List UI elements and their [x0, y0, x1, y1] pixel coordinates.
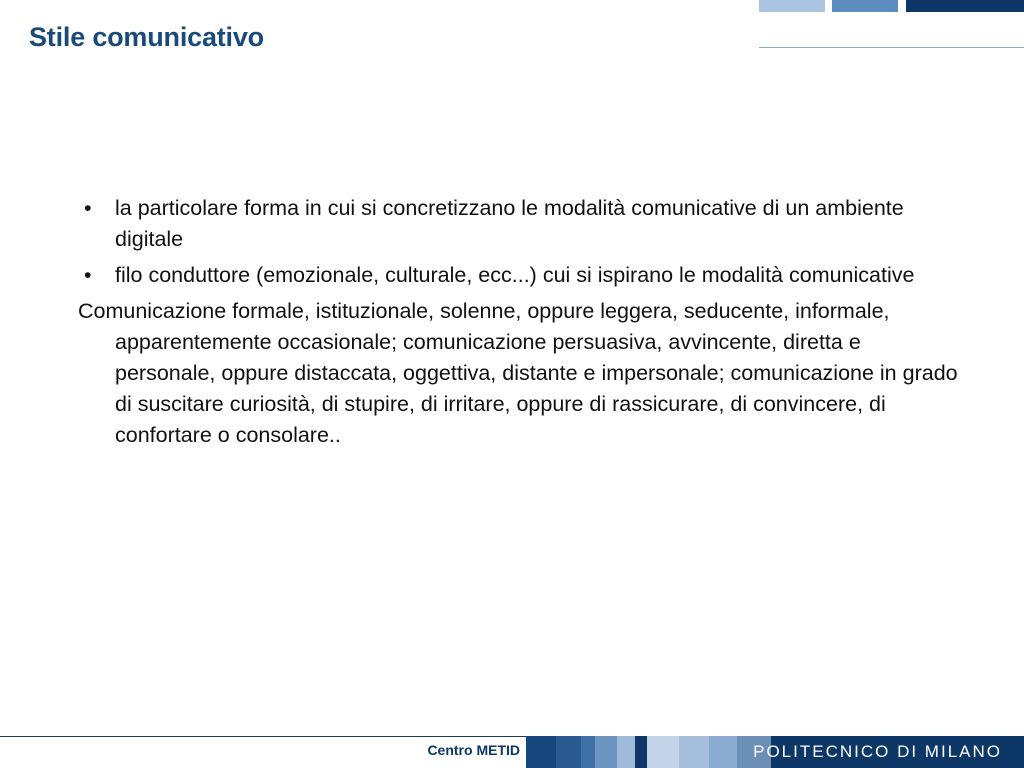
footer-stripe — [709, 736, 737, 768]
header-block-mid — [832, 0, 898, 12]
footer-stripe — [679, 736, 709, 768]
header-divider — [759, 47, 1024, 48]
footer-stripe — [581, 736, 595, 768]
footer-stripe — [595, 736, 617, 768]
header-block-light — [759, 0, 825, 12]
header-decoration — [759, 0, 1024, 12]
bullet-list — [78, 193, 958, 291]
footer-band — [526, 736, 1024, 768]
bullet-item — [78, 260, 958, 291]
slide-title: Stile comunicativo — [29, 22, 264, 52]
footer-label: Centro METID — [427, 742, 520, 758]
footer-stripe — [617, 736, 635, 768]
footer-stripe — [647, 736, 679, 768]
footer-stripe — [556, 736, 581, 768]
footer-stripe — [526, 736, 556, 768]
body-paragraph: Comunicazione formale, istituzionale, solenne, oppure leggera, seducente, informale, apparentemente occasionale; comunicazione persuasiva, avvincente, diretta e personale, oppure distaccata, oggettiva, distante e impersonale; comunicazione in grado di suscitare curiosità, di stupire, di irritare, oppure di rassicurare, di convincere, di confortare o consolare.. — [78, 299, 958, 447]
bullet-icon: • — [84, 263, 92, 287]
politecnico-logo: POLITECNICO DI MILANO — [753, 742, 1002, 761]
bullet-item — [78, 193, 958, 255]
footer-stripe — [635, 736, 647, 768]
footer-divider — [0, 736, 526, 737]
bullet-text: filo conduttore (emozionale, culturale, ecc...) cui si ispirano le modalità comunicative — [115, 263, 915, 287]
slide-body — [78, 193, 958, 451]
header-block-dark — [906, 0, 1024, 12]
bullet-text: la particolare forma in cui si concretizzano le modalità comunicative di un ambiente digitale — [115, 196, 904, 251]
bullet-icon: • — [84, 196, 92, 220]
